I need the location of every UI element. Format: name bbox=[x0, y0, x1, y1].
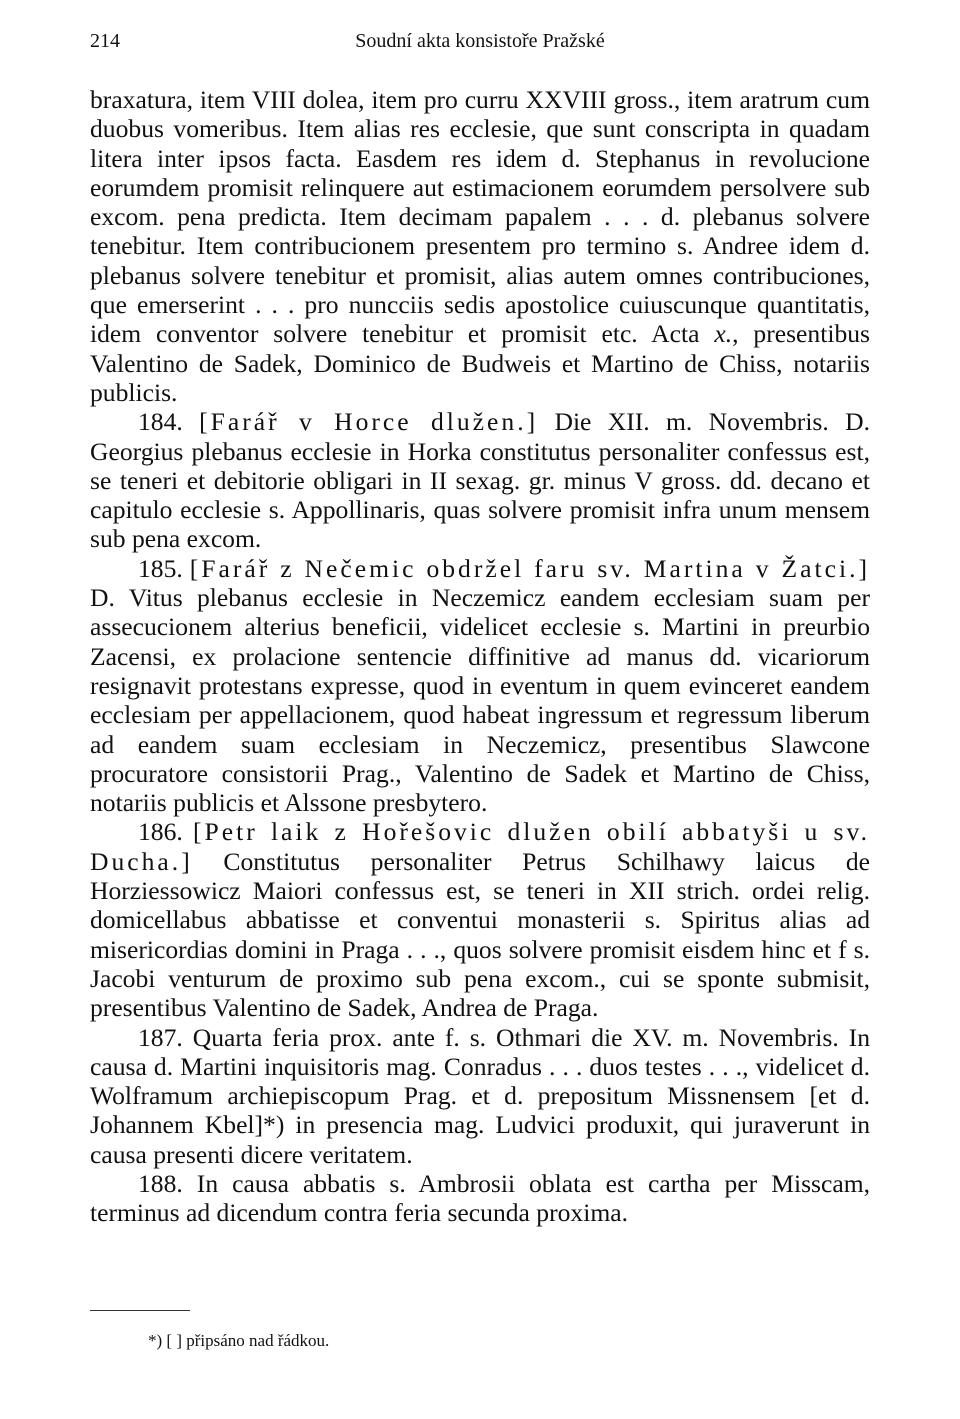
footnote-rule bbox=[90, 1310, 190, 1311]
carryover-paragraph bbox=[90, 85, 870, 407]
entry-number: 186. bbox=[138, 817, 193, 847]
entry-185 bbox=[90, 554, 870, 818]
entry-number: 188. bbox=[138, 1168, 197, 1198]
page-header bbox=[90, 30, 870, 60]
entry-heading: [Farář z Nečemic obdržel faru sv. Martina v Žatci.] bbox=[189, 553, 870, 583]
footnote: *) [ ] připsáno nad řádkou. bbox=[148, 1331, 330, 1350]
entry-number: 185. bbox=[138, 553, 190, 583]
entry-184 bbox=[90, 407, 870, 553]
carryover-text-b: , presentibus Valentino de Sadek, Dominico de Budweis et Martino de Chiss, notariis publicis. bbox=[90, 319, 870, 407]
entry-text: Quarta feria prox. ante f. s. Othmari die XV. m. Novembris. In causa d. Martini inquisitoris mag. Conradus . . . duos testes . . ., videlicet d. Wolframum archiepiscopum Prag. et d. prepositum Missnensem [et d. Johannem Kbel]*) in presencia mag. Ludvici produxit, qui juraverunt in causa presenti dicere veritatem. bbox=[90, 1022, 870, 1169]
body-text bbox=[90, 85, 870, 1228]
entry-186 bbox=[90, 817, 870, 1022]
running-title: Soudní akta konsistoře Pražské bbox=[355, 30, 605, 52]
entry-text: Constitutus personaliter Petrus Schilhawy laicus de Horziessowicz Maiori confessus est, se teneri in XII strich. ordei relig. domicellabus abbatisse et conventui monasterii s. Spiritus alias ad misericordias domini in Praga . . ., quos solvere promisit eisdem hinc et f s. Jacobi venturum de proximo sub pena excom., cui se sponte submisit, presentibus Valentino de Sadek, Andrea de Praga. bbox=[90, 846, 870, 1023]
entry-187 bbox=[90, 1023, 870, 1169]
entry-number: 184. bbox=[138, 407, 200, 437]
entry-heading: [Petr laik z Hořešovic dlužen obilí abbatyši u sv. Ducha.] bbox=[90, 817, 871, 876]
entry-188 bbox=[90, 1169, 870, 1228]
acta-mark: x. bbox=[714, 319, 733, 349]
entry-heading: [Farář v Horce dlužen.] bbox=[199, 407, 539, 437]
page-number: 214 bbox=[90, 30, 120, 52]
entry-text: D. Vitus plebanus ecclesie in Neczemicz eandem ecclesiam suam per assecucionem alterius beneficii, videlicet ecclesie s. Martini in preurbio Zacensi, ex prolacione sentencie diffinitive ad manus dd. vicariorum resignavit protestans expresse, quod in eventum in quem evinceret eandem ecclesiam per appellacionem, quod habeat ingressum et regressum liberum ad eandem suam ecclesiam in Neczemicz, presentibus Slawcone procuratore consistorii Prag., Valentino de Sadek et Martino de Chiss, notariis publicis et Alssone presbytero. bbox=[90, 583, 870, 818]
entry-number: 187. bbox=[138, 1022, 193, 1052]
entry-text: Die XII. m. Novembris. D. Georgius plebanus ecclesie in Horka constitutus personaliter confessus est, se teneri et debitorie obligari in II sexag. gr. minus V gross. dd. decano et capitulo ecclesie s. Appollinaris, quas solvere promisit infra unum mensem sub pena excom. bbox=[90, 407, 870, 554]
entry-text: In causa abbatis s. Ambrosii oblata est cartha per Misscam, terminus ad dicendum contra feria secunda proxima. bbox=[90, 1168, 871, 1228]
carryover-text-a: braxatura, item VIII dolea, item pro curru XXVIII gross., item aratrum cum duobus vomeribus. Item alias res ecclesie, que sunt conscripta in quadam litera inter ipsos facta. Easdem res idem d. Stephanus in revolucione eorumdem promisit relinquere aut estimacionem eorumdem persolvere sub excom. pena predicta. Item decimam papalem . . . d. plebanus solvere tenebitur. Item contribucionem presentem pro termino s. Andree idem d. plebanus solvere tenebitur et promisit, alias autem omnes contribuciones, que emerserint . . . pro nuncciis sedis apostolice cuiuscunque quantitatis, idem conventor solvere tenebitur et promisit etc. Acta bbox=[90, 85, 870, 349]
